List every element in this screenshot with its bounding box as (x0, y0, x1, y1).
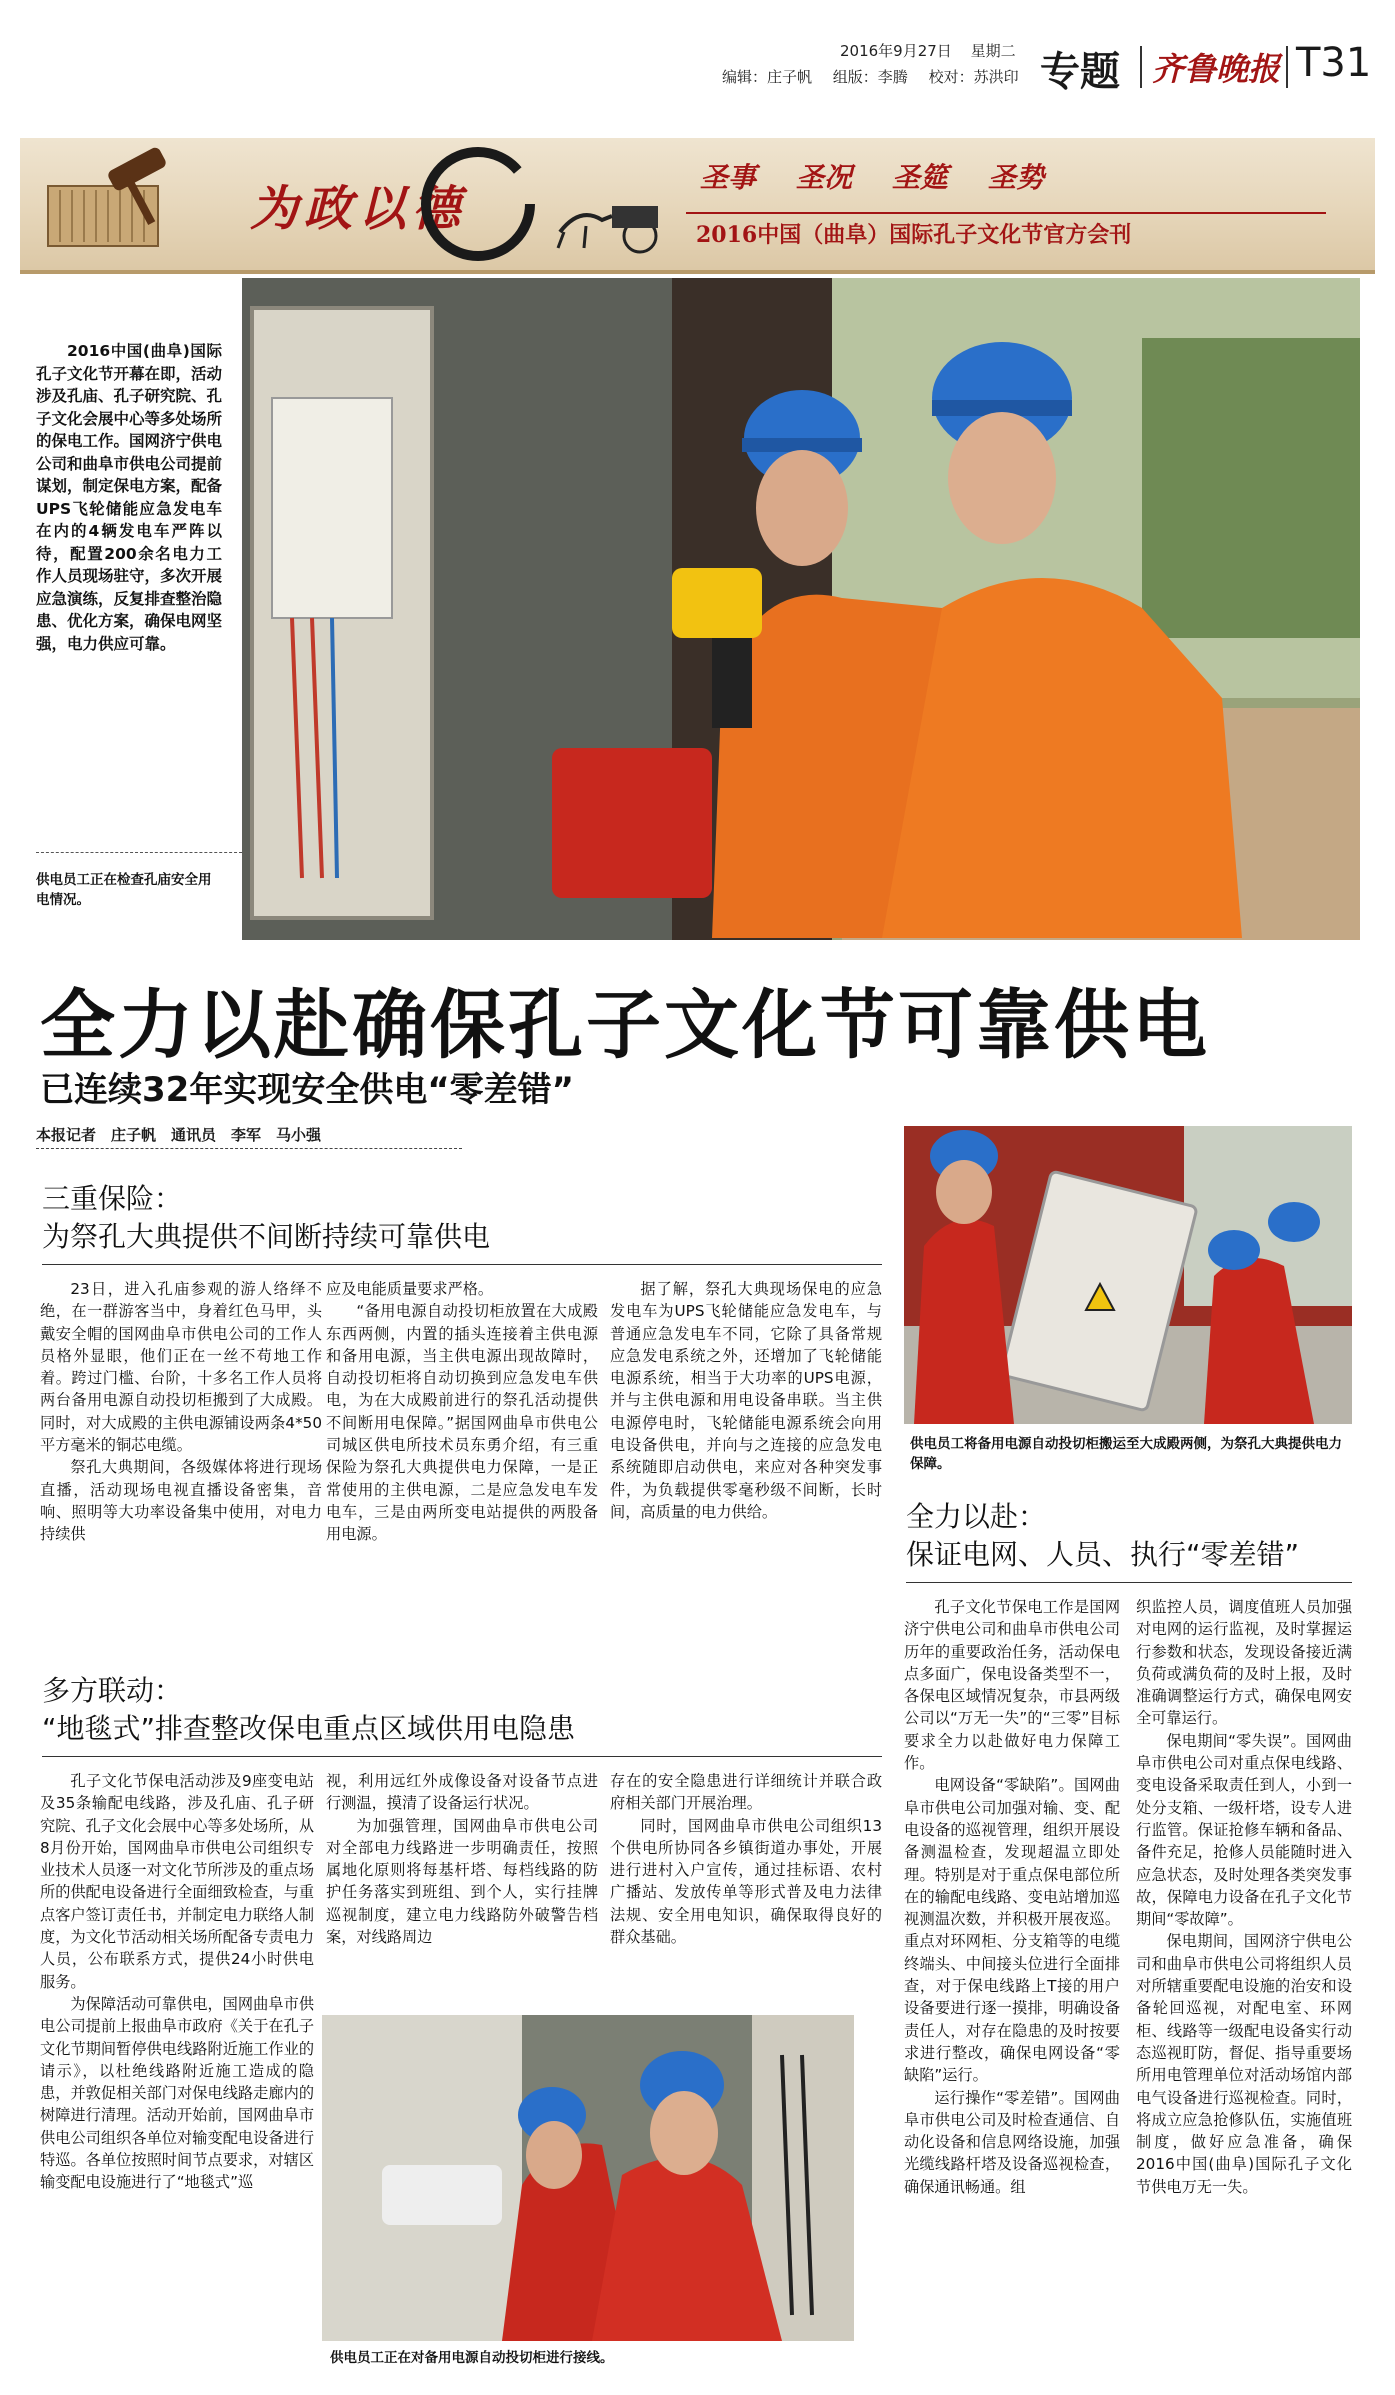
s3c1-p3: 运行操作“零差错”。国网曲阜市供电公司及时检查通信、自动化设备和信息网络设施，加强光缆线路杆塔及设备巡视检查，确保通讯畅通。组 (904, 2088, 1120, 2196)
byline-rule (36, 1148, 462, 1149)
header-divider-2 (1286, 46, 1288, 88)
layout-editor: 组版：李腾 (832, 68, 908, 86)
section1-rule (42, 1264, 882, 1265)
section1-col2 (326, 1278, 598, 1546)
s1c2-p1: 应及电能质量要求严格。 (326, 1280, 494, 1298)
section2-heading-2: “地毯式”排查整改保电重点区域供用电隐患 (42, 1712, 576, 1745)
s1c1-p2: 祭孔大典期间，各级媒体将进行现场直播，活动现场电视直播设备密集，音响、照明等大功率设备集中使用，对电力持续供 (40, 1458, 322, 1544)
s3c2-p2: 保电期间“零失误”。国网曲阜市供电公司对重点保电线路、变电设备采取责任到人，小到一处分支箱、一级杆塔，设专人进行监管。保证抢修车辆和备品、备件充足，抢修人员能随时进入应急状态，及时处理各类突发事故，保障电力设备在孔子文化节期间“零故障”。 (1136, 1731, 1352, 1929)
lead-caption-rule (36, 852, 242, 853)
festival-banner (20, 138, 1375, 274)
banner-slogans (700, 156, 1044, 196)
slogan-1: 圣事 (700, 161, 757, 194)
section2-photo-caption: 供电员工正在对备用电源自动投切柜进行接线。 (330, 2350, 614, 2366)
s1c3-p1: 据了解，祭孔大典现场保电的应急发电车为UPS飞轮储能应急发电车，与普通应急发电车不同，它除了具备常规应急发电系统之外，还增加了飞轮储能电源系统，相当于大功率的UPS电源，并与主供电源和用电设备串联。当主供电源停电时，飞轮储能电源系统会向用电设备供电，并向与之连接的应急发电系统随即启动供电，来应对各种突发事件，为负载提供零毫秒级不间断，长时间，高质量的电力供给。 (610, 1280, 882, 1521)
section3-photo (904, 1126, 1352, 1424)
issue-date: 2016年9月27日 (840, 42, 952, 60)
s3c1-p1: 孔子文化节保电工作是国网济宁供电公司和曲阜市供电公司历年的重要政治任务，活动保电点多面广，保电设备类型不一，各保电区域情况复杂，市县两级公司以“万无一失”的“三零”目标要求全力以赴做好电力保障工作。 (904, 1598, 1120, 1773)
s1c1-p1: 23日，进入孔庙参观的游人络绎不绝，在一群游客当中，身着红色马甲，头戴安全帽的国网曲阜市供电公司的工作人员格外显眼，他们正在一丝不苟地工作着。跨过门槛、台阶，十多名工作人员将两台备用电源自动投切柜搬到了大成殿。同时，对大成殿的主供电源铺设两条4*50平方毫米的铜芯电缆。 (40, 1280, 322, 1455)
s2c2-p1: 视，利用远红外成像设备对设备节点进行测温，摸清了设备运行状况。 (326, 1772, 598, 1813)
s2c1-p1: 孔子文化节保电活动涉及9座变电站及35条输配电线路，涉及孔庙、孔子研究院、孔子文化会展中心等多处场所，从8月份开始，国网曲阜市供电公司组织专业技术人员逐一对文化节所涉及的重点场所的供配电设备进行全面细致检查，与重点客户签订责任书，并制定电力联络人制度，为文化节活动相关场所配备专责电力人员，公布联系方式，提供24小时供电服务。 (40, 1772, 314, 1991)
section2-rule (42, 1756, 882, 1757)
s2c3-p1: 存在的安全隐患进行详细统计并联合政府相关部门开展治理。 (610, 1772, 882, 1813)
section3-col1 (904, 1596, 1120, 2198)
editor-line (722, 66, 1019, 88)
lead-photo-caption: 供电员工正在检查孔庙安全用电情况。 (36, 872, 212, 908)
chariot-icon (550, 186, 680, 256)
section-name: 专题 (1040, 48, 1120, 95)
section2-heading-1: 多方联动： (42, 1674, 183, 1707)
section1-heading-1: 三重保险： (42, 1182, 183, 1215)
section3-photo-caption: 供电员工将备用电源自动投切柜搬运至大成殿两侧，为祭孔大典提供电力保障。 (910, 1436, 1342, 1472)
section2-photo (322, 2015, 854, 2341)
carrying-cabinet-illustration (904, 1126, 1352, 1424)
headline: 全力以赴确保孔子文化节可靠供电 (40, 981, 1211, 1069)
editor: 编辑：庄子帆 (722, 68, 813, 86)
s1c2-p2: “备用电源自动投切柜放置在大成殿东西两侧，内置的插头连接着主供电源和备用电源，当主供电源出现故障时，自动投切柜将自动切换到应急发电车供电，为在大成殿前进行的祭孔活动提供不间断用电保障。”据国网曲阜市供电公司城区供电所技术员东勇介绍，有三重保险为祭孔大典提供电力保障，一是正常使用的主供电源，二是应急发电车发电车，三是由两所变电站提供的两股备用电源。 (326, 1302, 598, 1544)
s2c3-p2: 同时，国网曲阜市供电公司组织13个供电所协同各乡镇街道办事处，开展进行进村入户宣传，通过挂标语、农村广播站、发放传单等形式普及电力法律法规、安全用电知识，确保取得良好的群众基础。 (610, 1816, 882, 1947)
wiring-workers-illustration (322, 2015, 854, 2341)
section1-heading-2: 为祭孔大典提供不间断持续可靠供电 (42, 1220, 491, 1253)
byline: 本报记者 庄子帆 通讯员 李军 马小强 (36, 1126, 322, 1144)
header-divider (1140, 46, 1142, 88)
s3c1-p2: 电网设备“零缺陷”。国网曲阜市供电公司加强对输、变、配电设备的巡视管理，组织开展设备测温检查，发现超温立即处理。特别是对于重点保电部位所在的输配电线路、变电站增加巡视测温次数，并积极开展夜巡。重点对环网柜、分支箱等的电缆终端头、中间接头位进行全面排查，对于保电线路上T接的用户设备要进行逐一摸排，明确设备责任人，对存在隐患的及时按要求进行整改，确保电网设备“零缺陷”运行。 (904, 1776, 1120, 2085)
section1-col3 (610, 1278, 882, 1523)
section1-col1 (40, 1278, 322, 1546)
section3-col2 (1136, 1596, 1352, 2198)
scroll-gavel-icon (38, 146, 188, 262)
ink-circle-icon (410, 142, 550, 266)
newspaper-logo: 齐鲁晚报 (1152, 50, 1281, 88)
section2-col3 (610, 1770, 882, 1948)
page-number: T31 (1296, 40, 1372, 86)
banner-rule (686, 212, 1326, 214)
lead-paragraph (36, 340, 222, 655)
proofreader: 校对：苏洪印 (928, 68, 1019, 86)
s2c1-p2: 为保障活动可靠供电，国网曲阜市供电公司提前上报曲阜市政府《关于在孔子文化节期间暂停供电线路附近施工作业的请示》，以杜绝线路附近施工造成的隐患，并敦促相关部门对保电线路走廊内的树障进行清理。活动开始前，国网曲阜市供电公司组织各单位对输变配电设备进行特巡。各单位按照时间节点要求，对辖区输变配电设施进行了“地毯式”巡 (40, 1994, 314, 2192)
section3-rule (906, 1582, 1352, 1583)
section2-col2 (326, 1770, 598, 1948)
s3c2-p3: 保电期间，国网济宁供电公司和曲阜市供电公司将组织人员对所辖重要配电设施的治安和设备轮回巡视，对配电室、环网柜、线路等一级配电设备实行动态巡视盯防，督促、指导重要场所用电管理单位对活动场馆内部电气设备进行巡视检查。同时，将成立应急抢修队伍，实施值班制度，做好应急准备，确保2016中国(曲阜)国际孔子文化节供电万无一失。 (1136, 1932, 1352, 2196)
banner-title: 为政以德 (250, 181, 467, 237)
slogan-2: 圣况 (796, 161, 853, 194)
section3-heading-2: 保证电网、人员、执行“零差错” (906, 1538, 1300, 1571)
section2-col1 (40, 1770, 314, 2194)
issue-weekday: 星期二 (970, 42, 1016, 60)
s3c2-p1: 织监控人员，调度值班人员加强对电网的运行监视，及时掌握运行参数和状态，发现设备接近满负荷或满负荷的及时上报，及时准确调整运行方式，确保电网安全可靠运行。 (1136, 1598, 1352, 1728)
slogan-3: 圣筵 (892, 161, 949, 194)
s2c2-p2: 为加强管理，国网曲阜市供电公司对全部电力线路进一步明确责任，按照属地化原则将每基杆塔、每档线路的防护任务落实到班组、到个人，实行挂牌巡视制度，建立电力线路防外破警告档案，对线路周边 (326, 1816, 598, 1947)
lead-text: 2016中国(曲阜)国际孔子文化节开幕在即，活动涉及孔庙、孔子研究院、孔子文化会展中心等多处场所的保电工作。国网济宁供电公司和曲阜市供电公司提前谋划，制定保电方案，配备UPS飞轮储能应急发电车在内的4辆发电车严阵以待，配置200余名电力工作人员现场驻守，多次开展应急演练，反复排查整治隐患、优化方案，确保电网坚强，电力供应可靠。 (36, 342, 223, 653)
banner-subtitle: 2016中国（曲阜）国际孔子文化节官方会刊 (696, 222, 1132, 248)
main-photo (242, 278, 1360, 940)
slogan-4: 圣势 (988, 161, 1045, 194)
issue-date-line (840, 40, 1016, 62)
section3-heading-1: 全力以赴： (906, 1500, 1047, 1533)
subheadline: 已连续32年实现安全供电“零差错” (40, 1070, 575, 1110)
workers-inspection-illustration (242, 278, 1360, 940)
